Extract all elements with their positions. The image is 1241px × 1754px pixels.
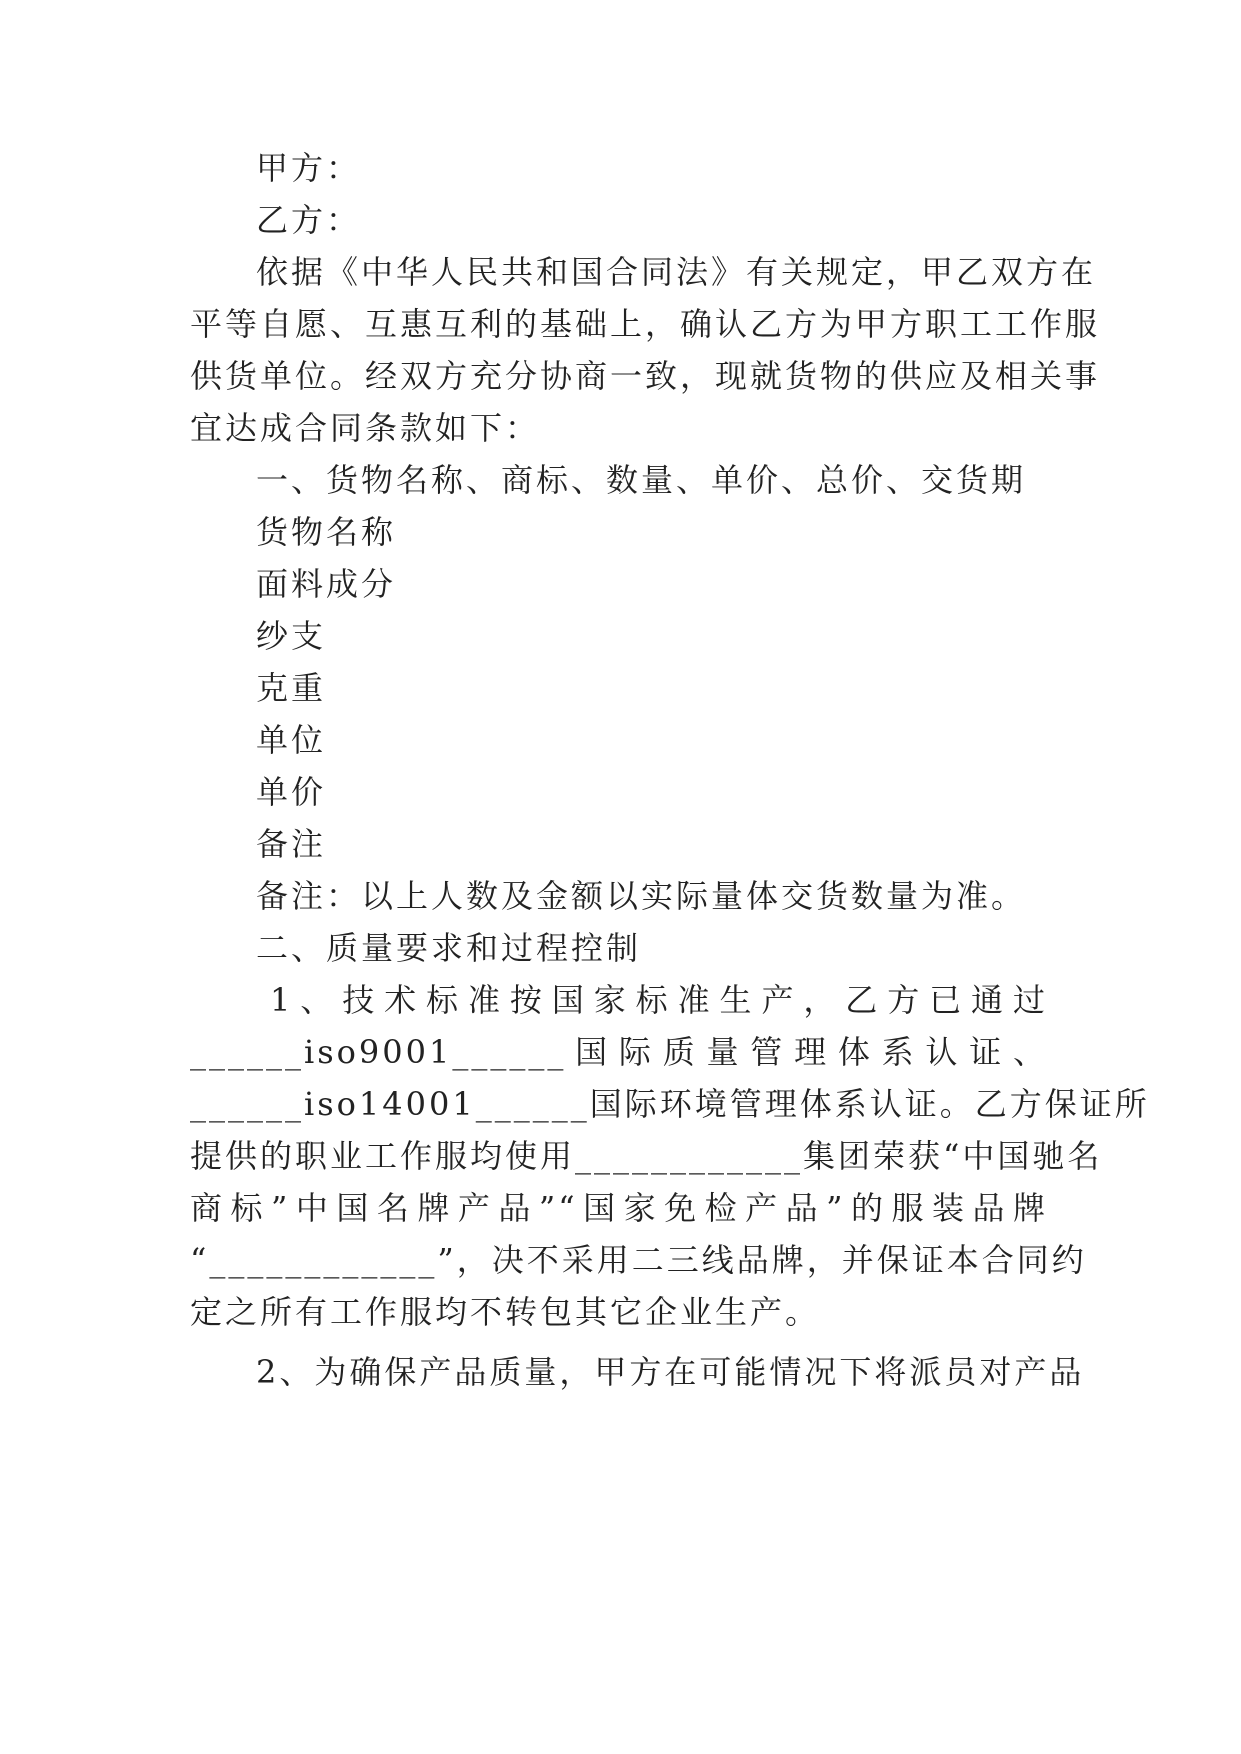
intro-line-4: 宜达成合同条款如下：	[190, 409, 541, 447]
goods-note: 备注：以上人数及金额以实际量体交货数量为准。	[256, 877, 1027, 915]
clause-1-line-3: ______iso14001______国际环境管理体系认证。乙方保证所	[190, 1085, 1150, 1123]
goods-field-unit: 单位	[256, 721, 327, 759]
clause-1-line-4: 提供的职业工作服均使用____________集团荣获“中国驰名	[190, 1137, 1103, 1175]
party-b-label: 乙方：	[256, 201, 362, 239]
goods-field-price: 单价	[256, 773, 327, 811]
goods-field-yarn: 纱支	[256, 617, 327, 655]
goods-field-fabric: 面料成分	[256, 565, 397, 603]
goods-field-name: 货物名称	[256, 513, 397, 551]
clause-2-line-1: 2、为确保产品质量，甲方在可能情况下将派员对产品	[256, 1353, 1085, 1391]
party-a-label: 甲方：	[256, 149, 362, 187]
intro-line-2: 平等自愿、互惠互利的基础上，确认乙方为甲方职工工作服	[190, 305, 1101, 343]
clause-1-line-2: ______iso9001______国际质量管理体系认证、	[190, 1033, 1048, 1071]
clause-1-line-5: 商标”中国名牌产品”“国家免检产品”的服装品牌	[190, 1189, 1048, 1227]
clause-1-line-7: 定之所有工作服均不转包其它企业生产。	[190, 1293, 821, 1331]
clause-1-line-1: 1、技术标准按国家标准生产，乙方已通过	[270, 981, 1048, 1019]
clause-1-line-6: “____________”，决不采用二三线品牌，并保证本合同约	[190, 1241, 1087, 1279]
goods-field-weight: 克重	[256, 669, 327, 707]
goods-field-remark: 备注	[256, 825, 327, 863]
intro-line-3: 供货单位。经双方充分协商一致，现就货物的供应及相关事	[190, 357, 1101, 395]
section-2-heading: 二、质量要求和过程控制	[256, 929, 642, 967]
intro-line-1: 依据《中华人民共和国合同法》有关规定，甲乙双方在	[256, 253, 1097, 291]
section-1-heading: 一、货物名称、商标、数量、单价、总价、交货期	[256, 461, 1027, 499]
